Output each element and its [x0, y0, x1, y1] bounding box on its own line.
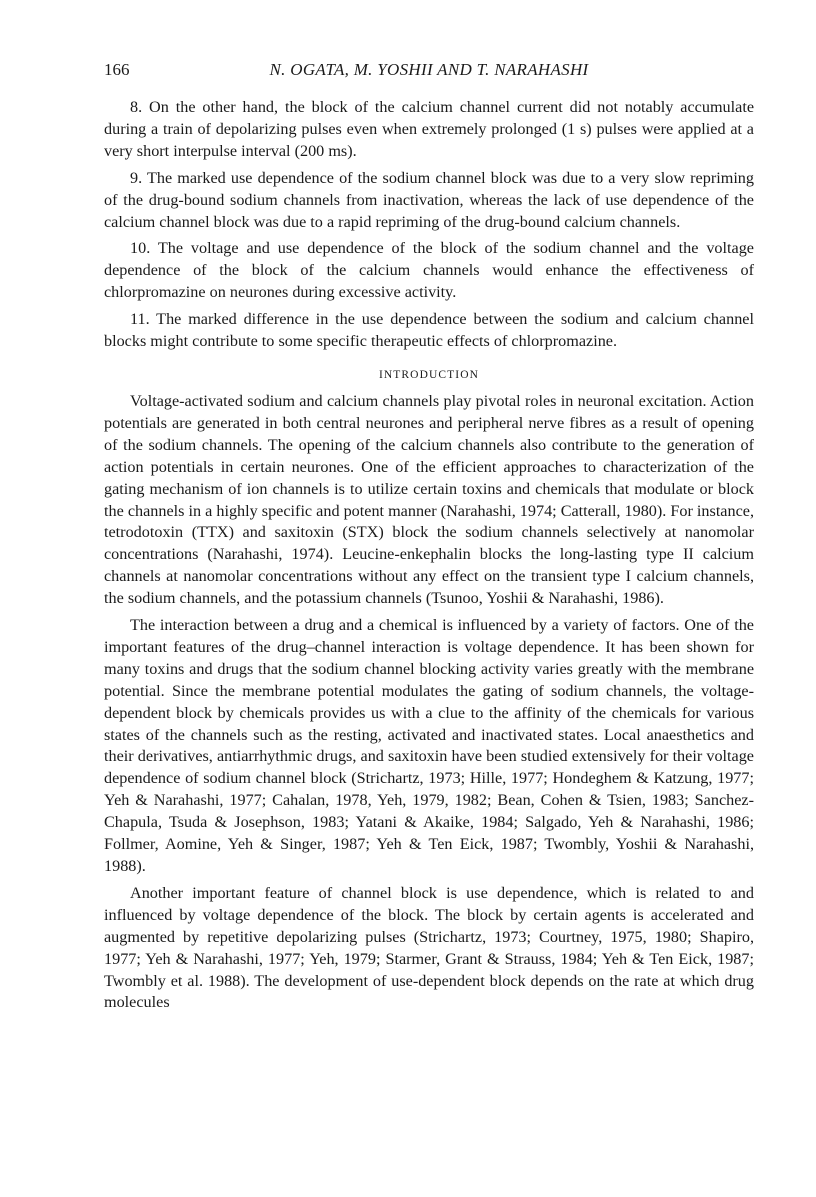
running-head-authors: N. OGATA, M. YOSHII AND T. NARAHASHI: [269, 60, 589, 79]
section-heading-introduction: INTRODUCTION: [378, 368, 480, 381]
introduction-section: [104, 391, 754, 1014]
summary-item-8: 8. On the other hand, the block of the calcium channel current did not notably accumulate during a train of depolarizing pulses even when extremely prolonged (1 s) pulses were applied at a very short interpulse interval (200 ms).: [104, 98, 754, 160]
summary-item-10: 10. The voltage and use dependence of the block of the sodium channel and the voltage dependence of the block of the calcium channels would enhance the effectiveness of chlorpromazine on neurones during excessive activity.: [104, 239, 754, 302]
summary-continued: [104, 97, 754, 353]
summary-item-9: 9. The marked use dependence of the sodium channel block was due to a very slow repriming of the drug-bound sodium channels from inactivation, whereas the lack of use dependence of the calcium channel block was due to a rapid repriming of the drug-bound calcium channels.: [104, 168, 754, 231]
intro-paragraph-3: Another important feature of channel block is use dependence, which is related to and influenced by voltage dependence of the block. The block by certain agents is accelerated and augmented by repetitive depolarizing pulses (Strichartz, 1973; Courtney, 1975, 1980; Shapiro, 1977; Yeh & Narahashi, 1977; Yeh, 1979; Starmer, Grant & Strauss, 1984; Yeh & Ten Eick, 1987; Twombly et al. 1988). The development of use-dependent block depends on the rate at which drug molecules: [104, 883, 754, 1012]
page-header: [104, 60, 754, 84]
intro-paragraph-2: The interaction between a drug and a chemical is influenced by a variety of factors. One of the important features of the drug–channel interaction is voltage dependence. It has been shown for many toxins and drugs that the sodium channel blocking activity varies greatly with the membrane potential. Since the membrane potential modulates the gating of sodium channels, the voltage-dependent block by chemicals provides us with a clue to the affinity of the chemicals for various states of the channels such as the resting, activated and inactivated states. Local anaesthetics and their derivatives, antiarrhythmic drugs, and saxitoxin have been studied extensively for their voltage dependence of sodium channel block (Strichartz, 1973; Hille, 1977; Hondeghem & Katzung, 1977; Yeh & Narahashi, 1977; Cahalan, 1978, Yeh, 1979, 1982; Bean, Cohen & Tsien, 1983; Sanchez-Chapula, Tsuda & Josephson, 1983; Yatani & Akaike, 1984; Salgado, Yeh & Narahashi, 1986; Follmer, Aomine, Yeh & Singer, 1987; Yeh & Ten Eick, 1987; Twombly, Yoshii & Narahashi, 1988).: [104, 616, 754, 875]
article-body: [104, 97, 754, 1014]
intro-paragraph-1: Voltage-activated sodium and calcium channels play pivotal roles in neuronal excitation. Action potentials are generated in both central neurones and peripheral nerve fibres as a result of opening of the sodium channels. The opening of the calcium channels also contribute to the generation of action potentials in certain neurones. One of the efficient approaches to characterization of the gating mechanism of ion channels is to utilize certain toxins and chemicals that modulate or block the channels in a highly specific and potent manner (Narahashi, 1974; Catterall, 1980). For instance, tetrodotoxin (TTX) and saxitoxin (STX) block the sodium channels selectively at nanomolar concentrations (Narahashi, 1974). Leucine-enkephalin blocks the long-lasting type II calcium channels at nanomolar concentrations without any effect on the transient type I calcium channels, the sodium channels, and the potassium channels (Tsunoo, Yoshii & Narahashi, 1986).: [104, 391, 755, 608]
summary-item-11: 11. The marked difference in the use dependence between the sodium and calcium channel blocks might contribute to some specific therapeutic effects of chlorpromazine.: [104, 310, 754, 351]
page-number: 166: [104, 60, 130, 79]
